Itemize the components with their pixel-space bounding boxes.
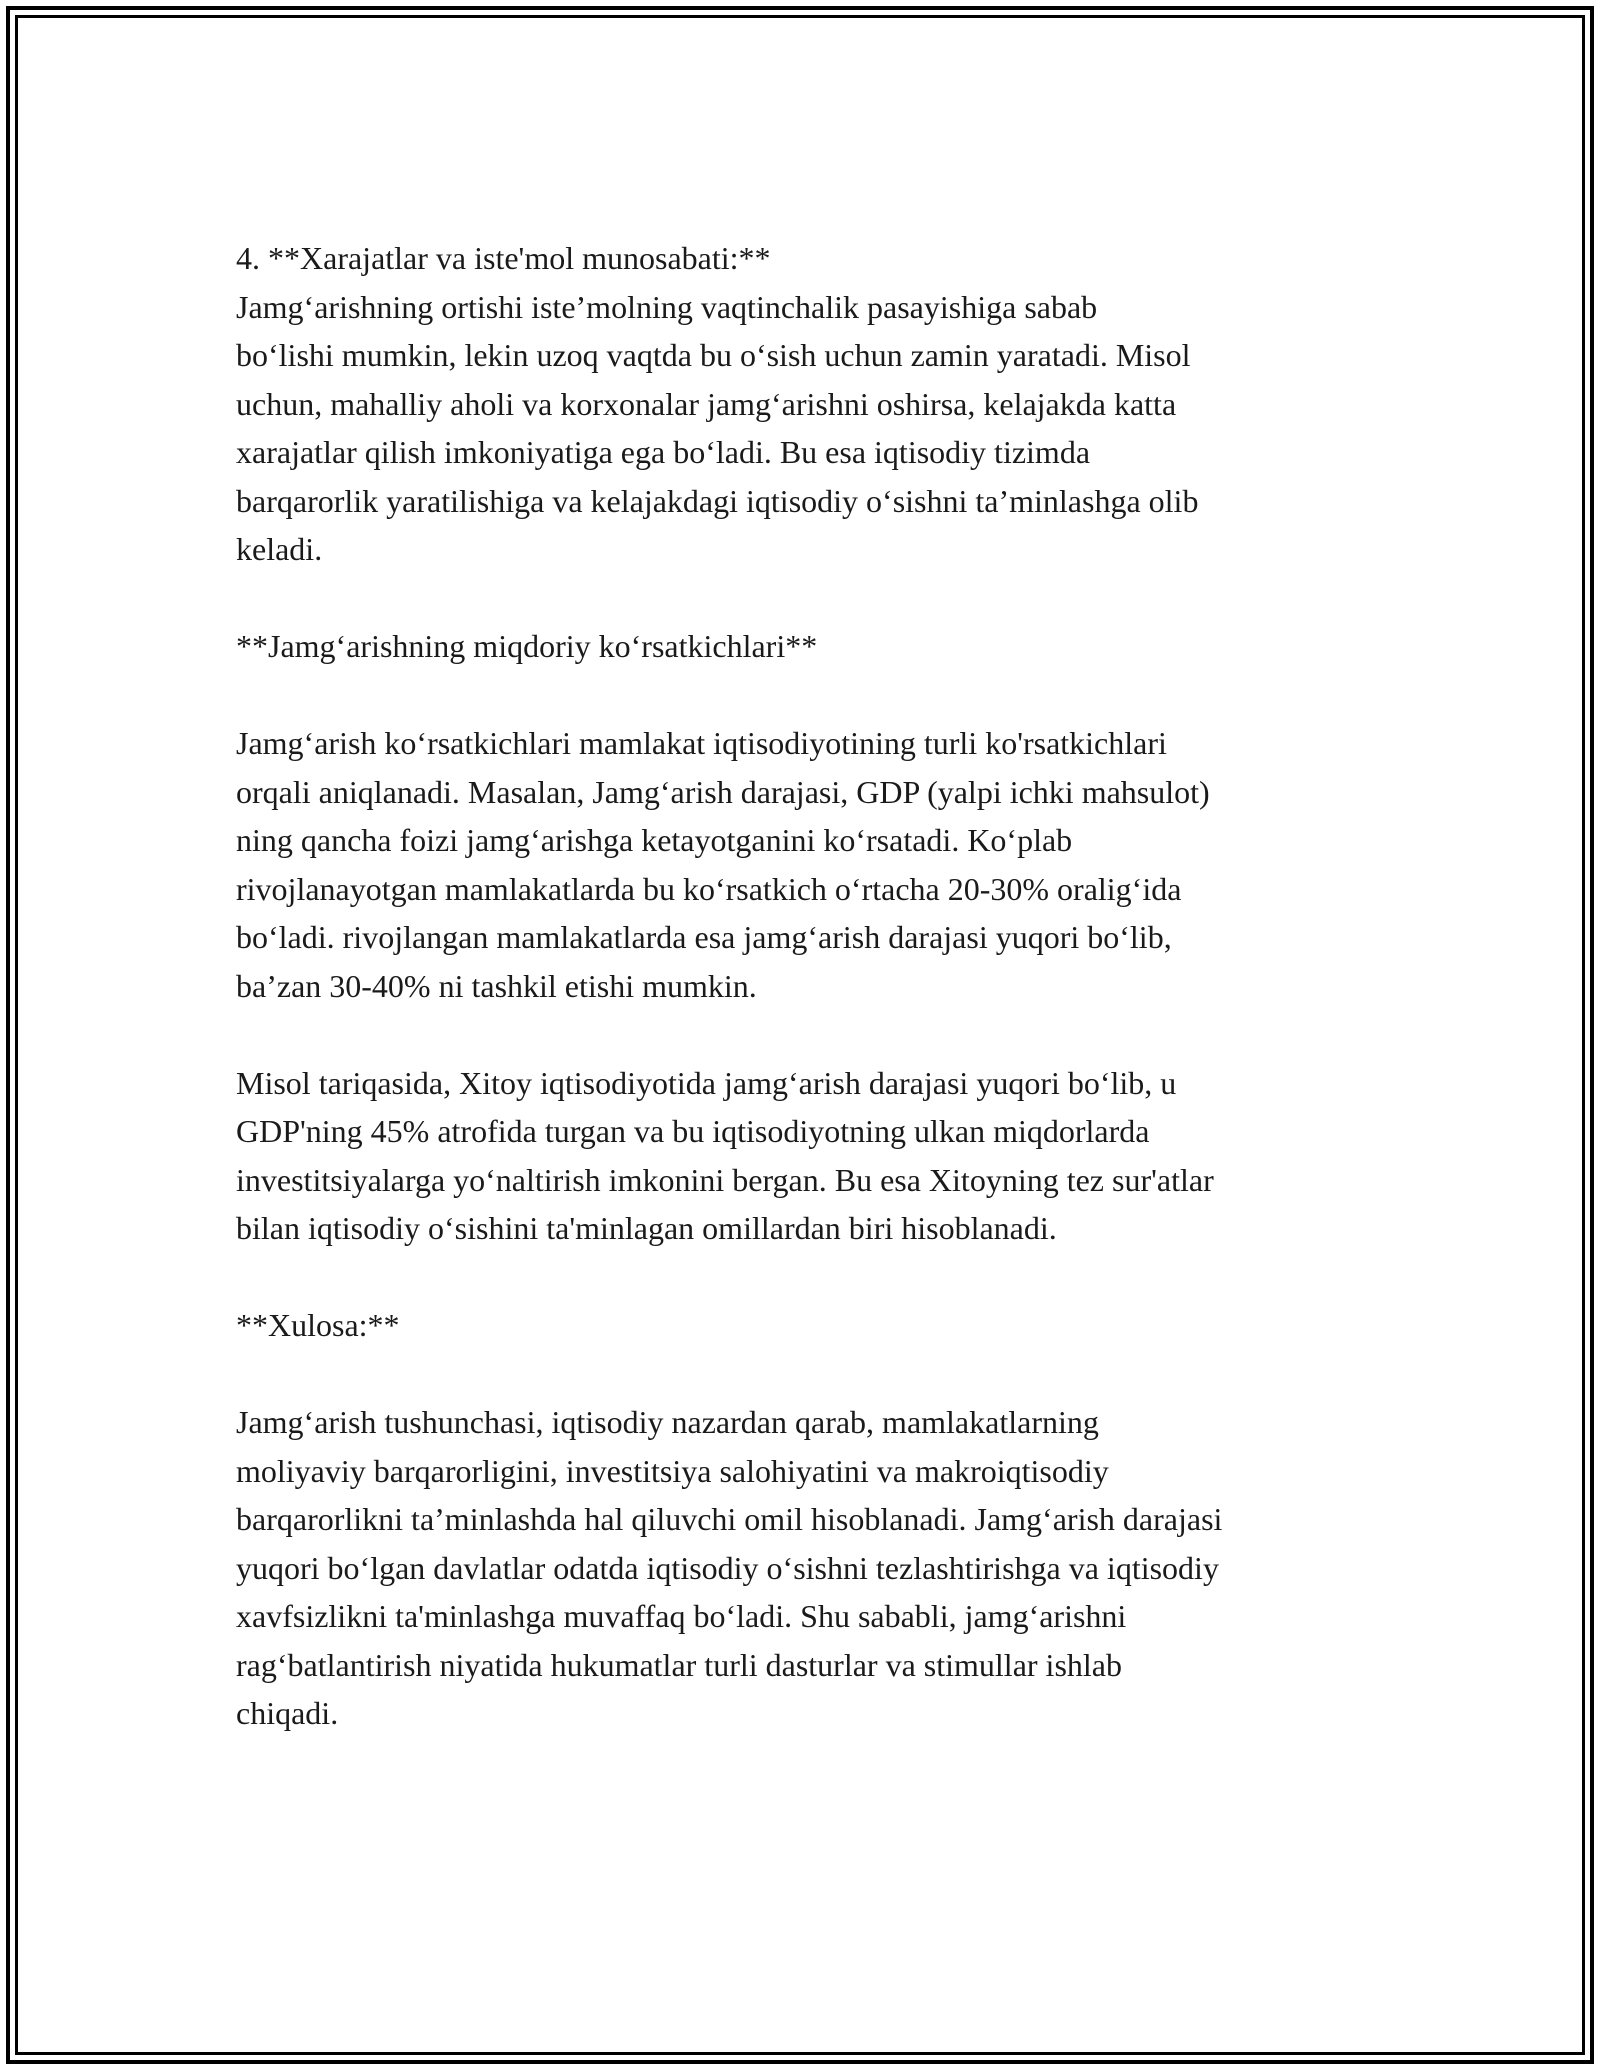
section-heading-conclusion: **Xulosa:**: [236, 1307, 400, 1343]
paragraph-indicators: Jamg‘arish ko‘rsatkichlari mamlakat iqtisodiyotining turli ko'rsatkichlari orqali aniqlanadi. Masalan, Jamg‘arish darajasi, GDP (yalpi ichki mahsulot) ning qancha foizi jamg‘arishga ketayotganini ko‘rsatadi. Ko‘plab rivojlanayotgan mamlakatlarda bu ko‘rsatkich o‘rtacha 20-30% oralig‘ida bo‘ladi. rivojlangan mamlakatlarda esa jamg‘arish darajasi yuqori bo‘lib, ba’zan 30-40% ni tashkil etishi mumkin.: [236, 725, 1210, 1004]
paragraph-spacer: [236, 1010, 1396, 1059]
paragraph-expenses: Jamg‘arishning ortishi iste’molning vaqtinchalik pasayishiga sabab bo‘lishi mumkin, lekin uzoq vaqtda bu o‘sish uchun zamin yaratadi. Misol uchun, mahalliy aholi va korxonalar jamg‘arishni oshirsa, kelajakda katta xarajatlar qilish imkoniyatiga ega bo‘ladi. Bu esa iqtisodiy tizimda barqarorlik yaratilishiga va kelajakdagi iqtisodiy o‘sishni ta’minlashga olib keladi.: [236, 288, 1199, 567]
document-body: [236, 234, 1396, 1738]
paragraph-conclusion: Jamg‘arish tushunchasi, iqtisodiy nazardan qarab, mamlakatlarning moliyaviy barqarorligini, investitsiya salohiyatini va makroiqtisodiy barqarorlikni ta’minlashda hal qiluvchi omil hisoblanadi. Jamg‘arish darajasi yuqori bo‘lgan davlatlar odatda iqtisodiy o‘sishni tezlashtirishga va iqtisodiy xavfsizlikni ta'minlashga muvaffaq bo‘ladi. Shu sababli, jamg‘arishni rag‘batlantirish niyatida hukumatlar turli dasturlar va stimullar ishlab chiqadi.: [236, 1404, 1223, 1731]
paragraph-spacer: [236, 1253, 1396, 1302]
paragraph-spacer: [236, 1350, 1396, 1399]
paragraph-spacer: [236, 574, 1396, 623]
section-heading-indicators: **Jamg‘arishning miqdoriy ko‘rsatkichlari**: [236, 628, 818, 664]
section-heading-expenses: 4. **Xarajatlar va iste'mol munosabati:**: [236, 240, 771, 276]
paragraph-spacer: [236, 671, 1396, 720]
paragraph-china-example: Misol tariqasida, Xitoy iqtisodiyotida jamg‘arish darajasi yuqori bo‘lib, u GDP'ning 45% atrofida turgan va bu iqtisodiyotning ulkan miqdorlarda investitsiyalarga yo‘naltirish imkonini bergan. Bu esa Xitoyning tez sur'atlar bilan iqtisodiy o‘sishini ta'minlagan omillardan biri hisoblanadi.: [236, 1064, 1214, 1246]
